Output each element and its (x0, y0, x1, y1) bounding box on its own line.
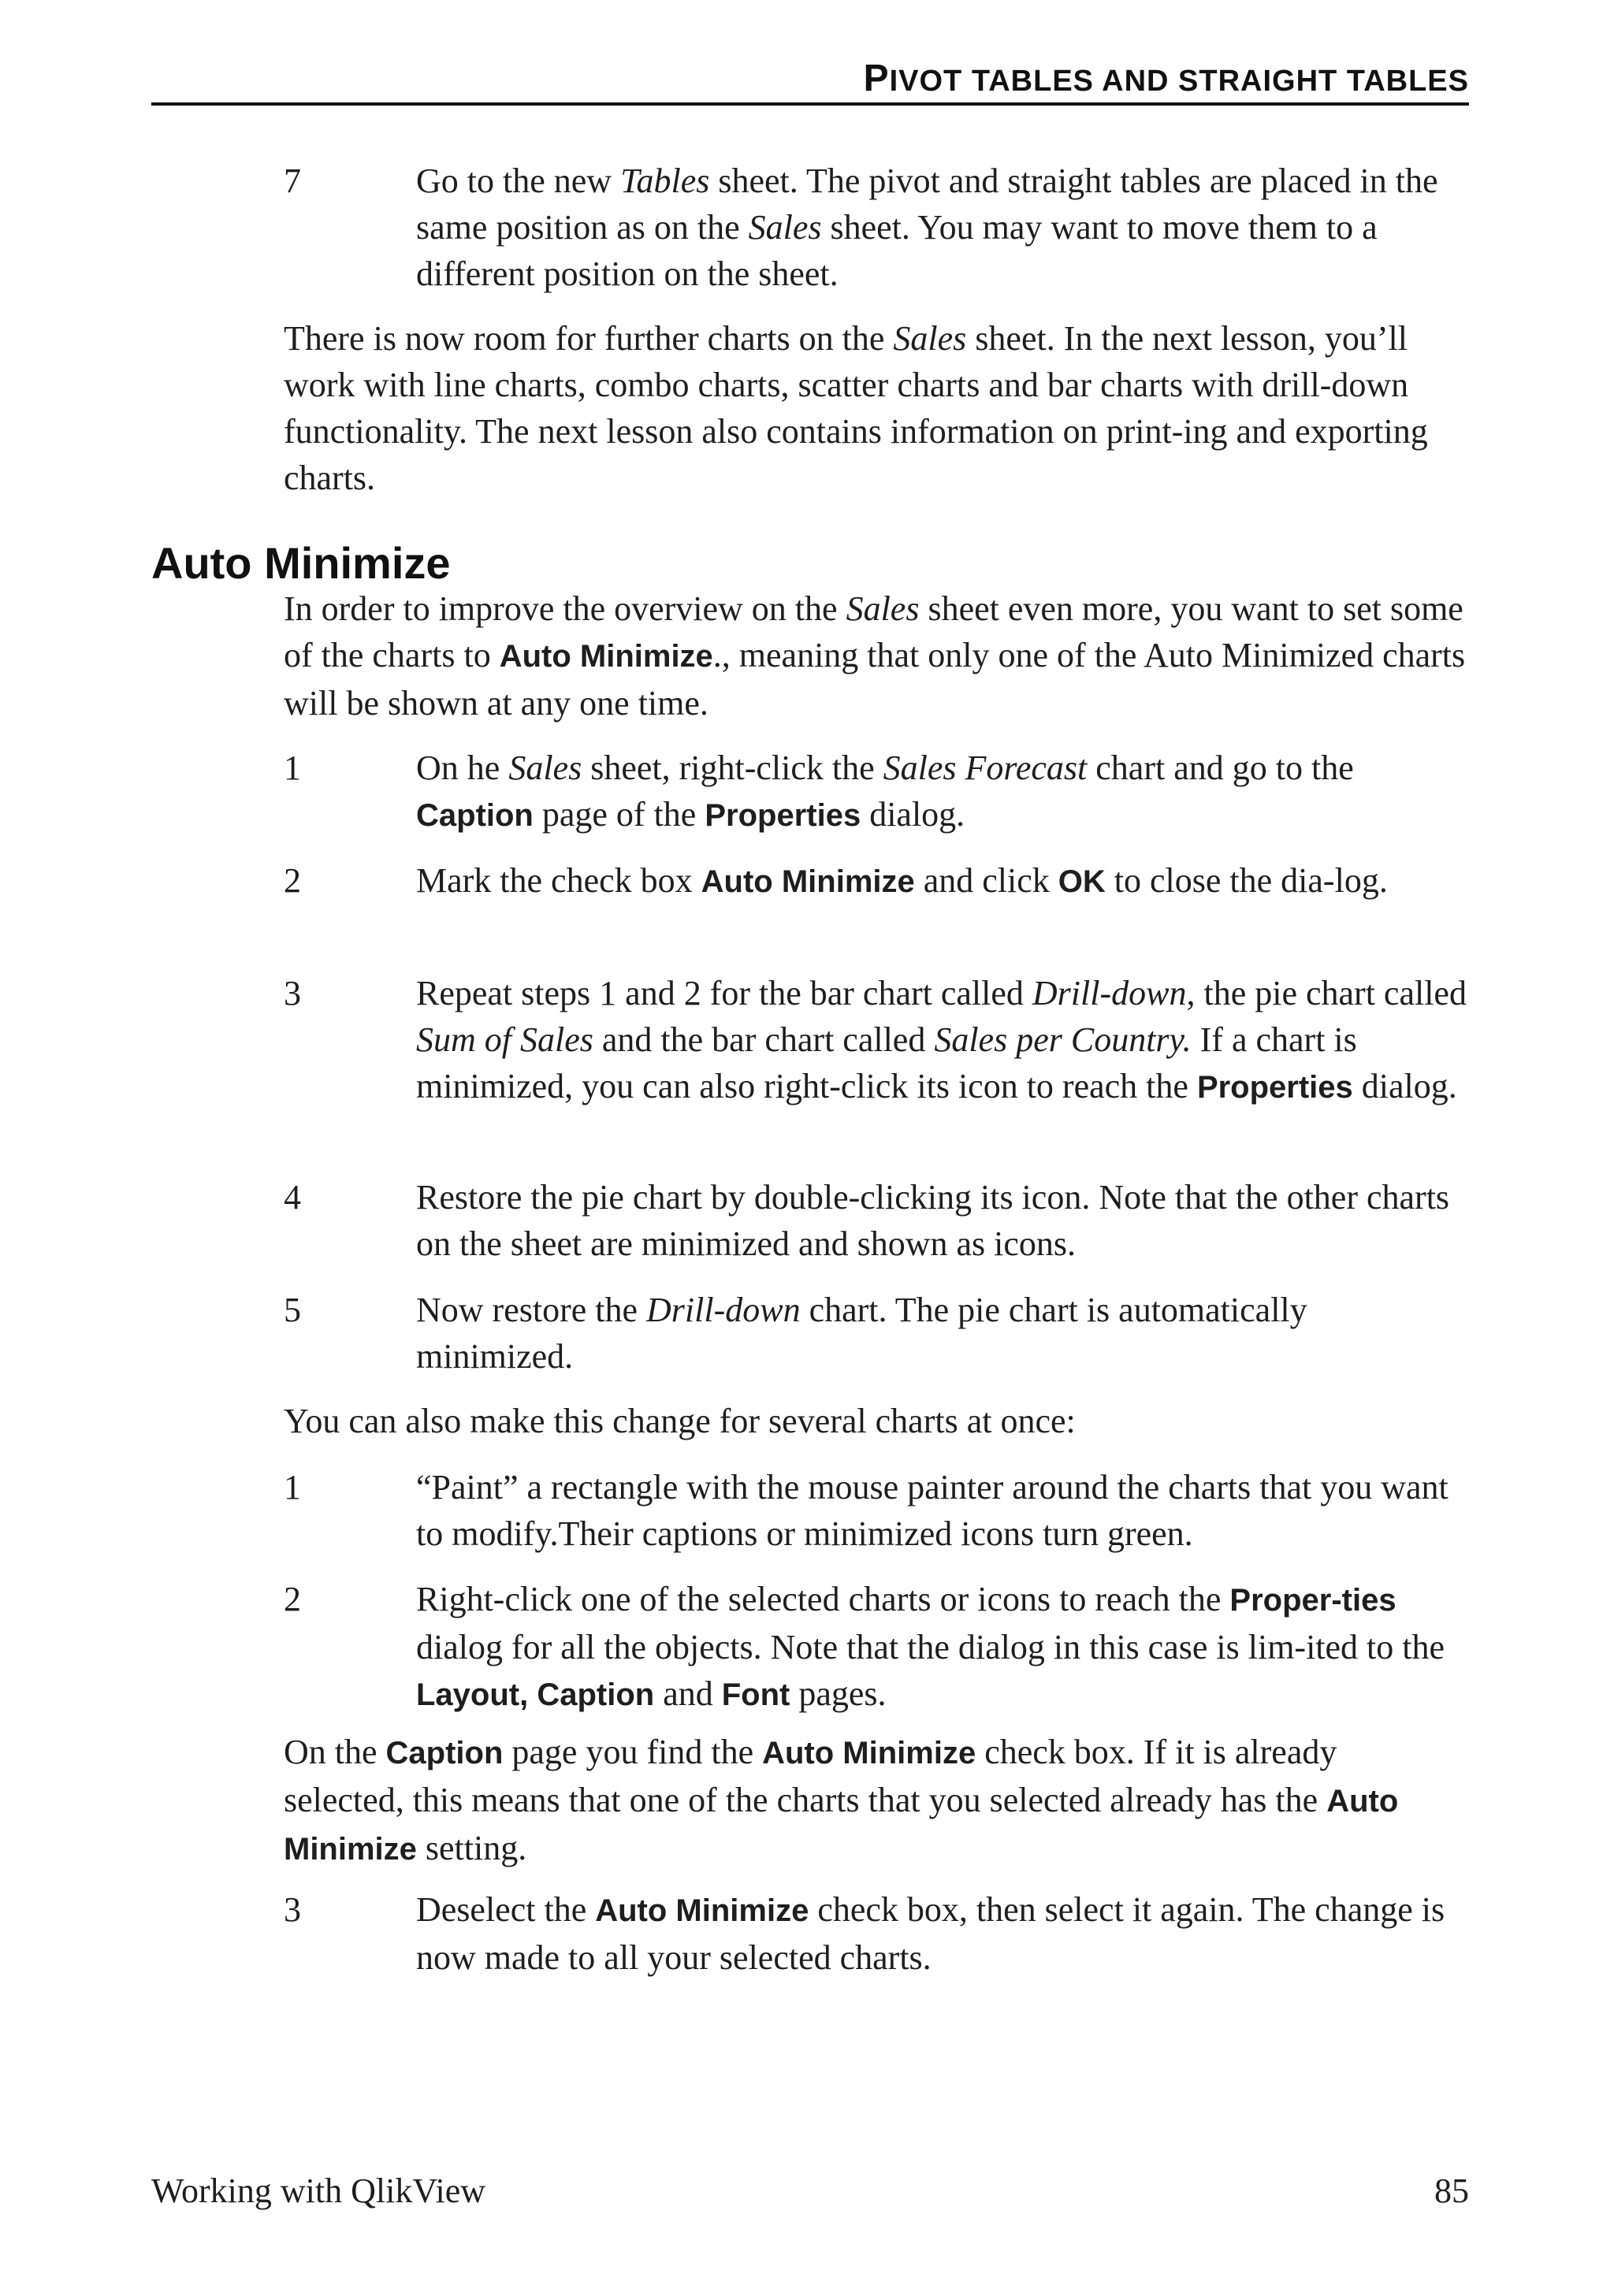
text-run: dialog. (861, 795, 965, 834)
text-run: On he (416, 749, 509, 787)
text-run: On the (284, 1733, 386, 1771)
footer-book-title: Working with QlikView (151, 2172, 485, 2210)
text-run: Mark the check box (416, 861, 701, 900)
step-text (416, 1287, 1469, 1380)
paragraph-several-charts (284, 1398, 1466, 1444)
text-run: “Paint” a rectangle with the mouse painter around the charts that you want to modify.Their captions or minimized icons turn green. (416, 1468, 1449, 1553)
emphasis-text: Sum of Sales (416, 1020, 593, 1059)
paragraph-intro (284, 585, 1466, 726)
emphasis-text: Drill-down (1032, 974, 1187, 1012)
text-run: page of the (533, 795, 705, 834)
step-text (416, 158, 1469, 297)
ui-term: Auto Minimize (762, 1736, 976, 1770)
step-number: 2 (284, 1580, 301, 1618)
text-run: Now restore the (416, 1291, 647, 1329)
ui-term: Caption (416, 798, 534, 833)
ui-term: OK (1058, 864, 1106, 899)
step-number: 4 (284, 1178, 301, 1217)
text-run: and (654, 1674, 722, 1713)
text-run: Go to the new (416, 162, 621, 200)
header-title (864, 57, 1469, 100)
text-run: sheet. In the next lesson, you’ll work with line charts, combo charts, scatter charts and bar charts with drill-down functionality. The next lesson also contains information on print-ing and exporting charts. (284, 319, 1428, 497)
running-header (151, 50, 1469, 106)
emphasis-text: Drill-down (646, 1291, 801, 1329)
text-run: You can also make this change for several charts at once: (284, 1402, 1076, 1440)
text-run: dialog. (1352, 1067, 1457, 1105)
page-number: 85 (1434, 2172, 1469, 2210)
step-text (416, 1886, 1469, 1981)
step-text (416, 857, 1469, 905)
paragraph-further-charts (284, 315, 1466, 501)
text-run: ., meaning that only one of the Auto Minimized charts will be shown at any one time. (284, 636, 1466, 723)
text-run: to close the dia-log. (1105, 861, 1388, 900)
ui-term: Properties (705, 798, 861, 833)
emphasis-text: Sales (893, 319, 967, 358)
ui-term: Auto Minimize (595, 1893, 809, 1928)
text-run: and click (914, 861, 1058, 900)
emphasis-text: Sales (846, 589, 920, 628)
ui-term: Auto Minimize (499, 639, 713, 674)
text-run: Restore the pie chart by double-clicking its icon. Note that the other charts on the sheet are minimized and shown as icons. (416, 1178, 1450, 1263)
text-run: check box, then select it again. The change is now made to all your selected charts. (416, 1890, 1445, 1977)
text-run: Deselect the (416, 1890, 596, 1929)
text-run: There is now room for further charts on the (284, 319, 894, 358)
step-number: 5 (284, 1291, 301, 1329)
header-title-initial: P (863, 58, 890, 99)
ui-term: Properties (1196, 1070, 1353, 1105)
text-run: sheet, right-click the (582, 749, 883, 787)
text-run: If a chart is minimized, you can also right-click its icon to reach the (416, 1020, 1357, 1105)
text-run: check box. If it is already selected, this means that one of the charts that you selected already has the (284, 1733, 1337, 1819)
step-text (416, 970, 1469, 1111)
ui-term: Caption (385, 1736, 504, 1770)
text-run: chart. The pie chart is automatically minimized. (416, 1291, 1307, 1376)
step-number: 1 (284, 1468, 301, 1507)
step-number: 3 (284, 1890, 301, 1929)
step-text (416, 745, 1469, 839)
text-run: pages. (790, 1674, 887, 1713)
text-run: dialog for all the objects. Note that the dialog in this case is lim-ited to the (416, 1628, 1445, 1666)
ui-term: Layout, Caption (416, 1677, 655, 1712)
ui-term: Font (721, 1677, 790, 1712)
text-run: sheet. You may want to move them to a different position on the sheet. (416, 208, 1378, 293)
step-number: 3 (284, 974, 301, 1012)
step-number: 2 (284, 861, 301, 900)
paragraph-caption-page (284, 1729, 1466, 1873)
step-number: 1 (284, 749, 301, 787)
header-title-rest: IVOT TABLES AND STRAIGHT TABLES (889, 65, 1469, 98)
step-text (416, 1174, 1469, 1267)
step-number: 7 (284, 162, 301, 200)
text-run: page you find the (503, 1733, 763, 1771)
text-run: and the bar chart called (593, 1020, 935, 1059)
emphasis-text: Tables (620, 162, 710, 200)
text-run: sheet even more, you want to set some of the charts to (284, 589, 1463, 674)
emphasis-text: Sales per Country. (934, 1020, 1192, 1059)
emphasis-text: Sales (748, 208, 822, 247)
ui-term: Proper-ties (1229, 1583, 1396, 1618)
emphasis-text: Sales Forecast (883, 749, 1088, 787)
text-run: Repeat steps 1 and 2 for the bar chart called (416, 974, 1032, 1012)
section-heading: Auto Minimize (151, 538, 451, 588)
text-run: In order to improve the overview on the (284, 589, 846, 628)
ui-term: Auto Minimize (284, 1784, 1399, 1867)
text-run: sheet. The pivot and straight tables are placed in the same position as on the (416, 162, 1438, 247)
step-text (416, 1464, 1469, 1557)
emphasis-text: Sales (508, 749, 582, 787)
text-run: chart and go to the (1087, 749, 1354, 787)
text-run: , the pie chart called (1186, 974, 1467, 1012)
ui-term: Auto Minimize (701, 864, 915, 899)
step-text (416, 1576, 1469, 1718)
text-run: setting. (416, 1829, 527, 1867)
text-run: Right-click one of the selected charts or icons to reach the (416, 1580, 1230, 1618)
